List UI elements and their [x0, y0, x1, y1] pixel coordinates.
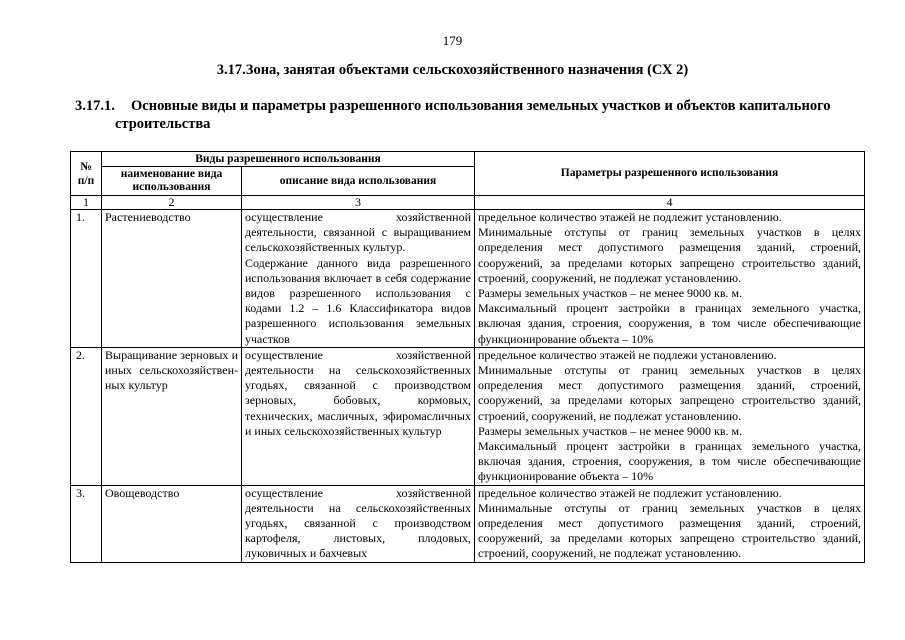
row-use-name: Выращивание зерновых и иных сельскохозяйствен-ных культур — [102, 347, 242, 485]
row-parameters — [475, 347, 865, 485]
subsection-title-line1: Основные виды и параметры разрешенного использования земельных участков и объектов капитального — [131, 98, 831, 114]
header-params: Параметры разрешенного использования — [475, 152, 865, 196]
col-number: 4 — [475, 196, 865, 210]
parameter-item: предельное количество этажей не подлежит установлению. — [478, 210, 782, 224]
description-paragraph: осуществление хозяйственной деятельности, связанной с выращиванием сельскохозяйственных культур. — [245, 210, 471, 255]
table-header-row — [71, 152, 865, 167]
header-name: наименование вида использования — [102, 167, 242, 196]
row-use-name: Растениеводство — [102, 210, 242, 348]
subsection-number: 3.17.1. — [75, 98, 115, 114]
table-row — [71, 347, 865, 485]
table-row — [71, 210, 865, 348]
col-number: 2 — [102, 196, 242, 210]
parameter-item: Минимальные отступы от границ земельных участков в целях определения мест допустимого размещения зданий, строений, сооружений, за пределами которых запрещено строительство зданий, строений, сооружений, не подлежат установлению. — [478, 225, 861, 285]
header-num: № п/п — [71, 152, 102, 196]
land-use-table — [70, 151, 865, 563]
row-number: 2. — [71, 347, 102, 485]
description-paragraph: осуществление хозяйственной деятельности на сельскохозяйственных угодьях, связанной с производством картофеля, листовых, плодовых, луковичных и бахчевых — [245, 485, 471, 561]
parameter-item: предельное количество этажей не подлежит установлению. — [478, 485, 782, 500]
parameter-item: Минимальные отступы от границ земельных участков в целях определения мест допустимого размещения зданий, строений, сооружений, за пределами которых запрещено строительство зданий, строений, сооружений, не подлежат установлению. — [478, 363, 861, 423]
parameter-item: Размеры земельных участков – не менее 9000 кв. м. — [478, 286, 743, 301]
page-number: 179 — [442, 33, 463, 48]
description-paragraph: осуществление хозяйственной деятельности на сельскохозяйственных угодьях, связанной с производством зерновых, бобовых, кормовых, технических, масличных, эфиромасличных и иных сельскохозяйственных культур — [245, 347, 471, 438]
parameter-item: Размеры земельных участков – не менее 9000 кв. м. — [478, 423, 743, 438]
header-desc: описание вида использования — [242, 167, 475, 196]
row-use-description — [242, 485, 475, 562]
row-use-description — [242, 347, 475, 485]
row-use-description — [242, 210, 475, 348]
parameter-item: предельное количество этажей не подлежи установлению. — [478, 347, 777, 362]
row-number: 3. — [71, 485, 102, 562]
subsection-title-line2: строительства — [115, 116, 211, 132]
column-number-row — [71, 196, 865, 210]
col-number: 3 — [242, 196, 475, 210]
row-use-name: Овощеводство — [102, 485, 242, 562]
table-row — [71, 485, 865, 562]
row-number: 1. — [71, 210, 102, 348]
row-parameters — [475, 210, 865, 348]
subsection-heading — [75, 97, 875, 133]
col-number: 1 — [71, 196, 102, 210]
row-parameters — [475, 485, 865, 562]
section-title: 3.17.Зона, занятая объектами сельскохозяйственного назначения (СХ 2) — [216, 62, 689, 78]
parameter-item: Максимальный процент застройки в границах земельного участка, включая здания, строения, сооружения, в том числе обеспечивающие функционирование объекта – 10% — [478, 439, 861, 484]
parameter-item: Минимальные отступы от границ земельных участков в целях определения мест допустимого размещения зданий, строений, сооружений, за пределами которых запрещено строительство зданий, строений, сооружений, не подлежат установлению. — [478, 500, 861, 561]
header-group: Виды разрешенного использования — [102, 152, 475, 167]
description-paragraph: Содержание данного вида разрешенного использования включает в себя содержание видов разрешенного использования с кодами 1.2 – 1.6 Классификатора видов разрешенного использования земельных участков — [245, 255, 471, 346]
parameter-item: Максимальный процент застройки в границах земельного участка, включая здания, строения, сооружения, в том числе обеспечивающие функционирование объекта – 10% — [478, 301, 861, 346]
